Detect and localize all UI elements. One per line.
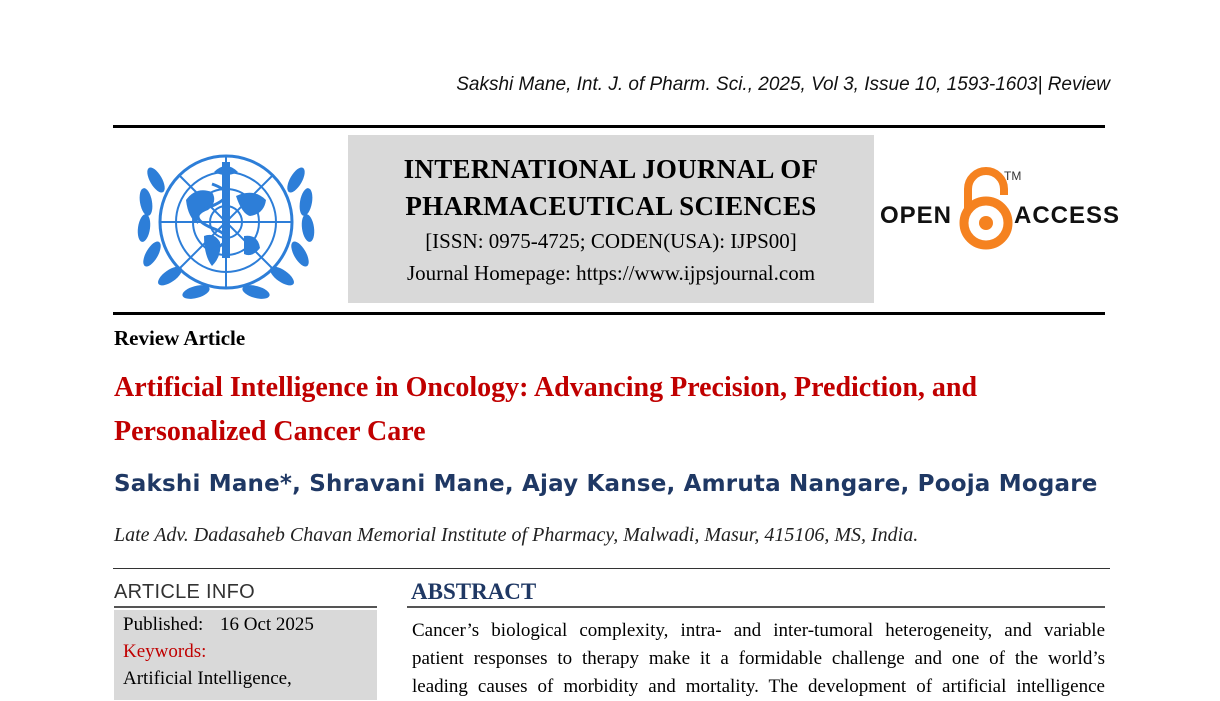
article-type: Review Article: [114, 326, 246, 350]
abstract-body: [412, 617, 1105, 701]
abstract-line: Cancer’s biological complexity, intra- and inter-tumoral heterogeneity, and variable: [412, 620, 1105, 641]
keyword-item: Artificial Intelligence,: [123, 668, 292, 689]
section-divider: [113, 568, 1110, 569]
journal-name-line2: PHARMACEUTICAL SCIENCES: [405, 191, 817, 221]
article-title-line2: Personalized Cancer Care: [114, 416, 426, 447]
published-date: 16 Oct 2025: [219, 614, 314, 635]
article-info-heading: ARTICLE INFO: [114, 581, 256, 603]
published-row: [123, 611, 314, 638]
header-bottom-rule: [113, 312, 1105, 315]
abstract-rule: [407, 606, 1105, 608]
running-head: Sakshi Mane, Int. J. of Pharm. Sci., 2025, Vol 3, Issue 10, 1593-1603| Review: [456, 74, 1110, 95]
article-info-rule: [114, 606, 377, 608]
article-title: [114, 366, 1114, 454]
un-emblem-logo: [126, 140, 326, 308]
open-access-open-label: OPEN: [880, 202, 953, 229]
journal-masthead: [348, 135, 874, 303]
published-label: Published:: [123, 614, 204, 635]
journal-logo: [126, 140, 326, 308]
abstract-line: patient responses to therapy make it a formidable challenge and one of the world’s: [412, 648, 1105, 669]
journal-name-line1: INTERNATIONAL JOURNAL OF: [403, 154, 819, 184]
open-access-access-label: ACCESS: [1014, 202, 1121, 229]
article-title-line1: Artificial Intelligence in Oncology: Advancing Precision, Prediction, and: [114, 372, 978, 403]
keywords-label: Keywords:: [123, 641, 207, 662]
open-access-trademark: TM: [1004, 169, 1022, 183]
journal-homepage[interactable]: Journal Homepage: https://www.ijpsjournal.com: [406, 261, 816, 285]
author-list: Sakshi Mane*, Shravani Mane, Ajay Kanse, Amruta Nangare, Pooja Mogare: [114, 471, 1098, 497]
header-top-rule: [113, 125, 1105, 128]
open-access-badge: [880, 165, 1121, 255]
article-info-box: [114, 610, 377, 700]
affiliation: Late Adv. Dadasaheb Chavan Memorial Institute of Pharmacy, Malwadi, Masur, 415106, MS, India.: [114, 524, 919, 546]
journal-issn: [ISSN: 0975-4725; CODEN(USA): IJPS00]: [425, 229, 797, 253]
abstract-heading: ABSTRACT: [411, 579, 537, 604]
abstract-line: leading causes of morbidity and mortality. The development of artificial intelligence: [412, 676, 1105, 697]
